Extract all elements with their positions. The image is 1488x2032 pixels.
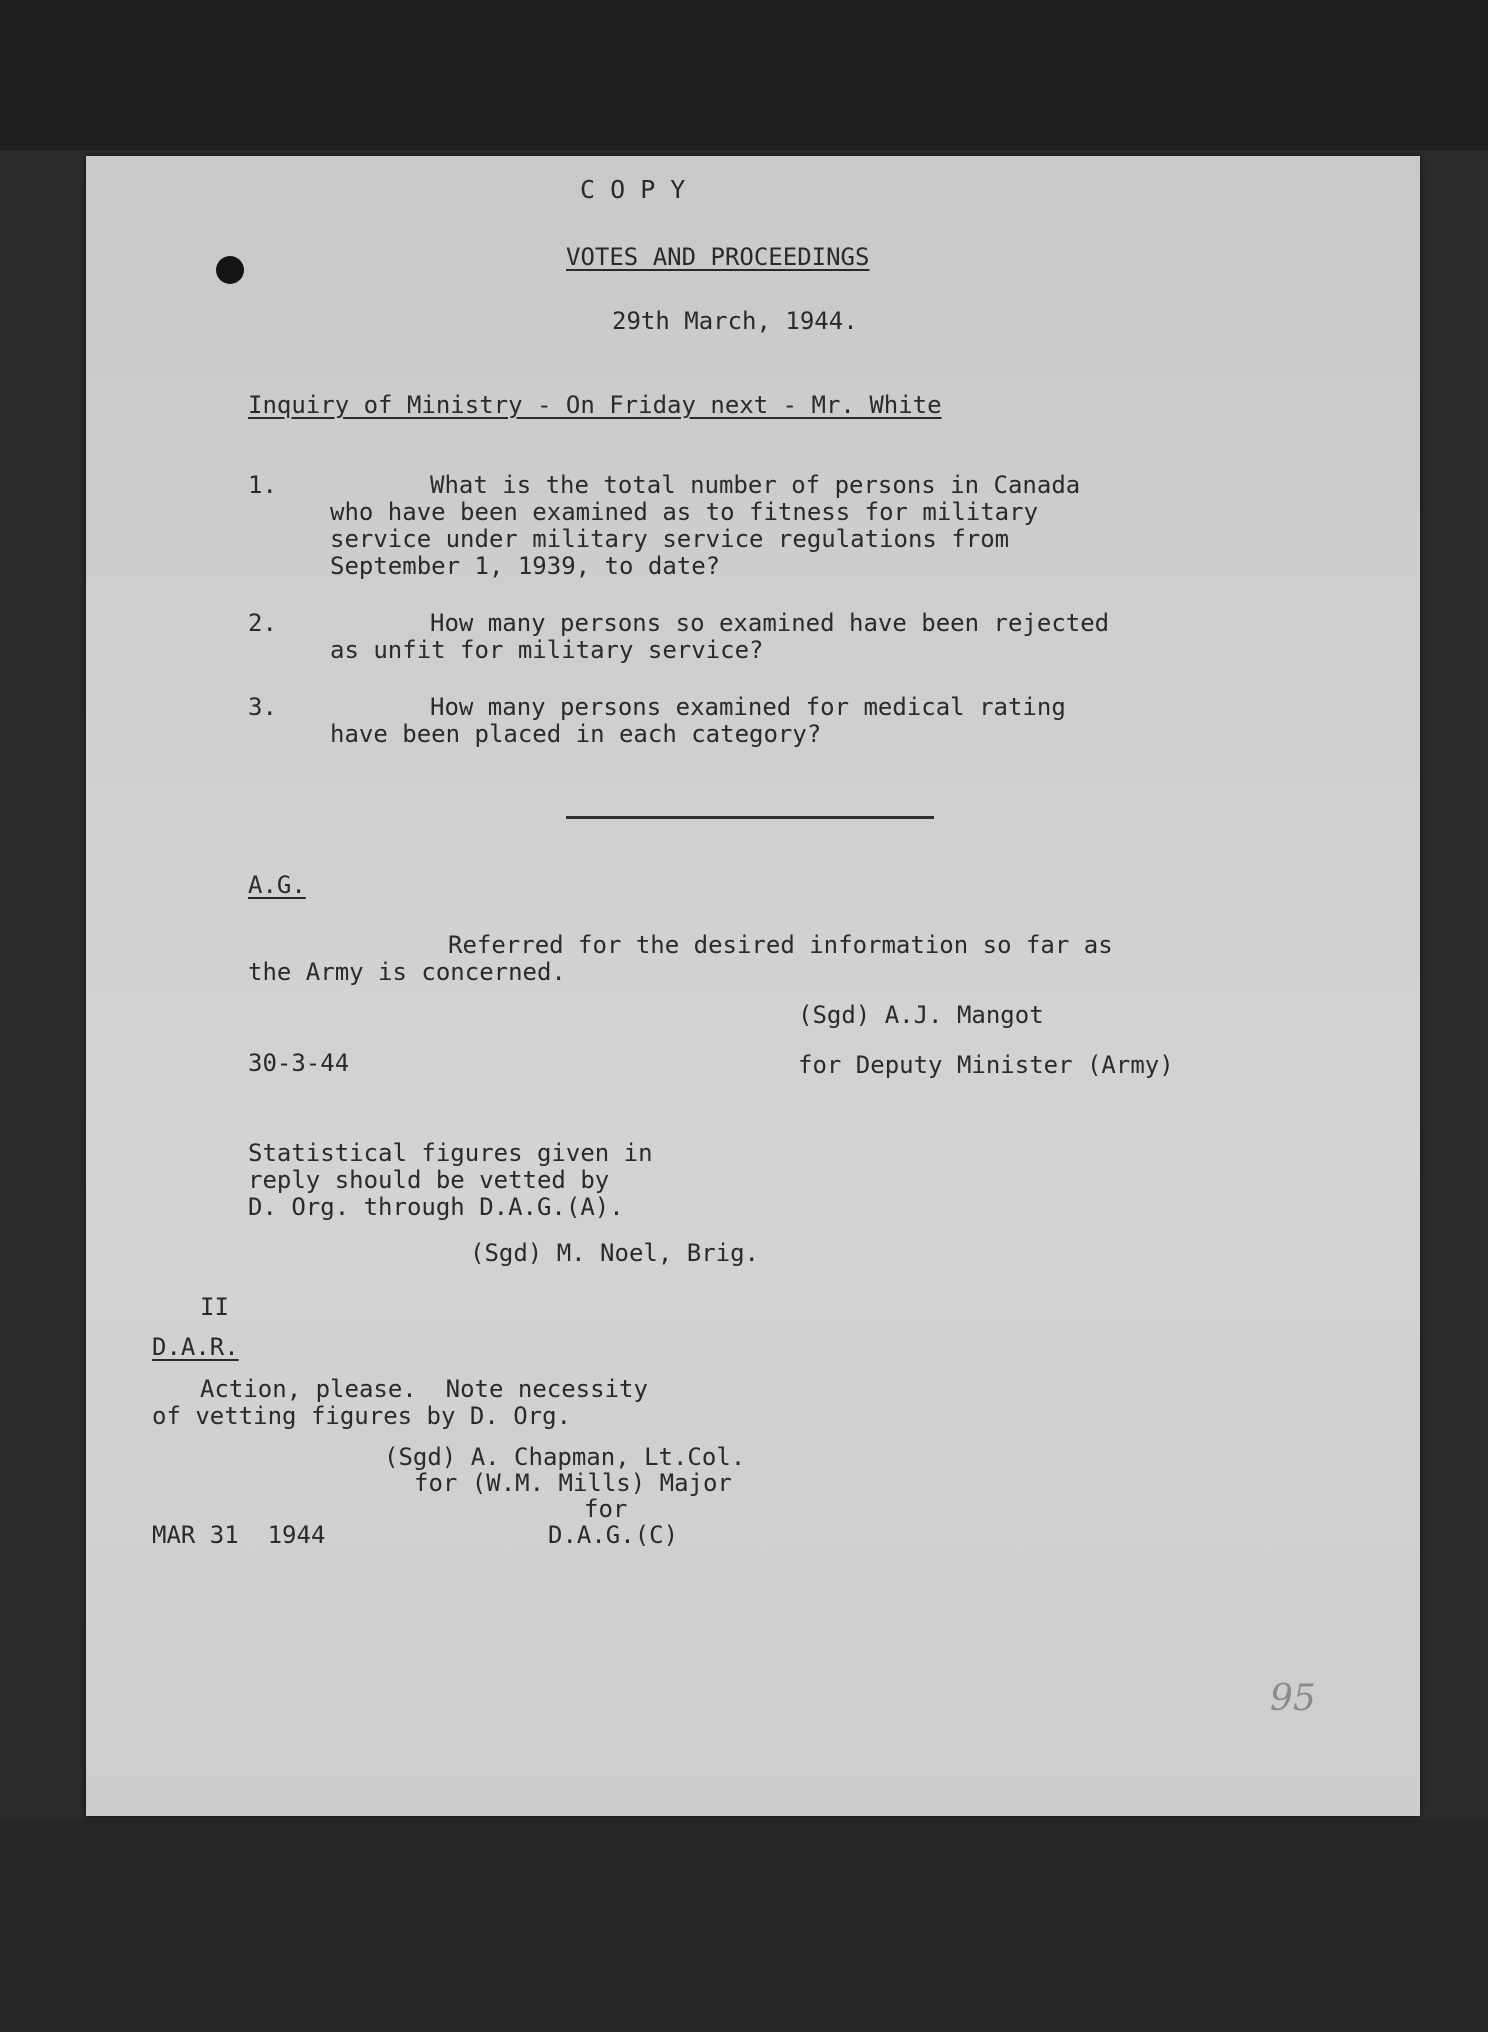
ag-body-line-2: the Army is concerned. bbox=[248, 958, 566, 986]
question-2-line-2: as unfit for military service? bbox=[330, 636, 764, 664]
question-number-1: 1. bbox=[248, 471, 277, 499]
dar-line-1: Action, please. Note necessity bbox=[200, 1375, 648, 1403]
question-2-line-1: How many persons so examined have been rejected bbox=[430, 609, 1110, 637]
ag-addressee: A.G. bbox=[248, 871, 306, 899]
film-border-top bbox=[0, 0, 1488, 150]
dar-signature-line-2: for (W.M. Mills) Major bbox=[414, 1469, 732, 1497]
stat-line-1: Statistical figures given in bbox=[248, 1139, 653, 1167]
stat-line-3: D. Org. through D.A.G.(A). bbox=[248, 1193, 624, 1221]
question-number-2: 2. bbox=[248, 609, 277, 637]
dar-date-stamp: MAR 31 1944 bbox=[152, 1521, 326, 1549]
dar-line-2: of vetting figures by D. Org. bbox=[152, 1402, 572, 1430]
film-border-bottom bbox=[0, 1820, 1488, 2032]
question-number-3: 3. bbox=[248, 693, 277, 721]
document-title: VOTES AND PROCEEDINGS bbox=[566, 243, 870, 271]
document-page bbox=[86, 156, 1420, 1816]
stat-signature: (Sgd) M. Noel, Brig. bbox=[470, 1239, 759, 1267]
section-divider bbox=[566, 816, 934, 819]
dar-addressee: D.A.R. bbox=[152, 1333, 239, 1361]
stat-line-2: reply should be vetted by bbox=[248, 1166, 610, 1194]
question-1-line-2: who have been examined as to fitness for military bbox=[330, 498, 1039, 526]
dar-signature-line-4: D.A.G.(C) bbox=[548, 1521, 679, 1549]
question-1-line-3: service under military service regulations from bbox=[330, 525, 1010, 553]
ag-signature-role: for Deputy Minister (Army) bbox=[798, 1051, 1174, 1079]
ag-signature: (Sgd) A.J. Mangot bbox=[798, 1001, 1044, 1029]
document-date: 29th March, 1944. bbox=[612, 307, 858, 335]
question-3-line-2: have been placed in each category? bbox=[330, 720, 822, 748]
ag-date: 30-3-44 bbox=[248, 1049, 350, 1077]
dar-signature-line-1: (Sgd) A. Chapman, Lt.Col. bbox=[384, 1443, 746, 1471]
folio-number: 95 bbox=[1270, 1678, 1316, 1719]
copy-label: C O P Y bbox=[580, 175, 686, 204]
dar-signature-line-3: for bbox=[584, 1495, 628, 1523]
question-1-line-4: September 1, 1939, to date? bbox=[330, 552, 721, 580]
question-3-line-1: How many persons examined for medical rating bbox=[430, 693, 1066, 721]
question-1-line-1: What is the total number of persons in Canada bbox=[430, 471, 1081, 499]
minute-numeral: II bbox=[200, 1293, 229, 1321]
inquiry-heading: Inquiry of Ministry - On Friday next - Mr. White bbox=[248, 391, 942, 419]
ink-blot bbox=[216, 256, 244, 284]
ag-body-line-1: Referred for the desired information so far as bbox=[448, 931, 1113, 959]
